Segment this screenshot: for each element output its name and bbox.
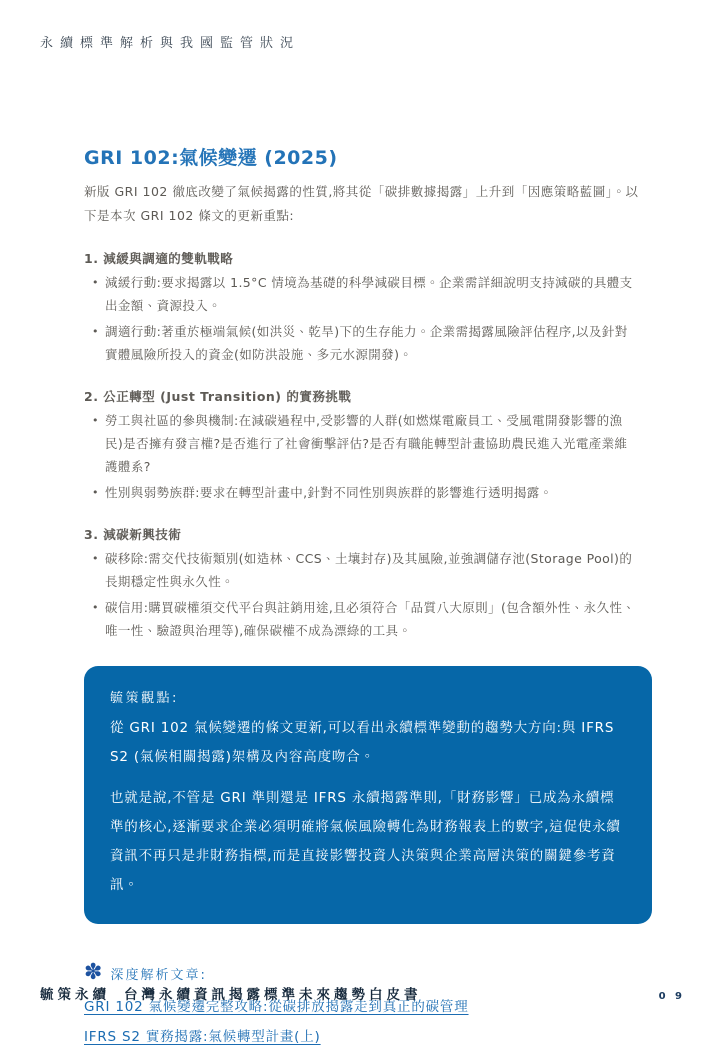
opinion-callout (84, 666, 652, 924)
article-intro: 新版 GRI 102 徹底改變了氣候揭露的性質,將其從「碳排數據揭露」上升到「因應策略藍圖」。以下是本次 GRI 102 條文的更新重點: (84, 184, 639, 223)
section-heading: 1. 減緩與調適的雙軌戰略 (84, 251, 234, 266)
page-header: 永續標準解析與我國監管狀況 (40, 36, 301, 51)
bullet-item: • 調適行動:著重於極端氣候(如洪災、乾旱)下的生存能力。企業需揭露風險評估程序,以及針對實體風險所投入的資金(如防洪設施、多元水源開發)。 (84, 320, 640, 366)
footer-title (40, 983, 422, 1003)
callout-label: 毓策觀點: (110, 691, 179, 706)
article-title: GRI 102:氣候變遷 (2025) (84, 147, 338, 169)
bullet-item: • 勞工與社區的參與機制:在減碳過程中,受影響的人群(如燃煤電廠員工、受風電開發影響的漁民)是否擁有發言權?是否進行了社會衝擊評估?是否有職能轉型計畫協助農民進入光電產業維護體系? (84, 409, 640, 478)
bullet-item: • 減緩行動:要求揭露以 1.5°C 情境為基礎的科學減碳目標。企業需詳細說明支持減碳的具體支出金額、資源投入。 (84, 271, 640, 317)
section-heading: 2. 公正轉型 (Just Transition) 的實務挑戰 (84, 389, 352, 404)
page-number: 0 9 (658, 991, 685, 1002)
page-footer (40, 983, 685, 1003)
bullet-list (84, 271, 654, 366)
related-label: 深度解析文章: (110, 967, 207, 983)
footer-document-title: 台灣永續資訊揭露標準未來趨勢白皮書 (124, 987, 422, 1003)
article (84, 143, 654, 1052)
bullet-item: • 碳信用:購買碳權須交代平台與註銷用途,且必須符合「品質八大原則」(包含額外性、永久性、唯一性、驗證與治理等),確保碳權不成為漂綠的工具。 (84, 596, 640, 642)
related-articles (84, 962, 654, 1052)
callout-paragraph: 也就是說,不管是 GRI 準則還是 IFRS 永續揭露準則,「財務影響」已成為永續標準的核心,逐漸要求企業必須明確將氣候風險轉化為財務報表上的數字,這促使永續資訊不再只是非財務指標,而是直接影響投資人決策與企業高層決策的關鍵參考資訊。 (110, 790, 621, 893)
footer-brand: 毓策永續 (40, 987, 110, 1003)
section-new-tech (84, 525, 654, 642)
section-just-transition (84, 387, 654, 504)
section-dual-track (84, 249, 654, 366)
bullet-item: • 碳移除:需交代技術類別(如造林、CCS、土壤封存)及其風險,並強調儲存池(Storage Pool)的長期穩定性與永久性。 (84, 547, 640, 593)
bullet-list (84, 409, 654, 504)
related-link-ifrs-s2[interactable]: IFRS S2 實務揭露:氣候轉型計畫(上) (84, 1029, 321, 1045)
callout-paragraph: 從 GRI 102 氣候變遷的條文更新,可以看出永續標準變動的趨勢大方向:與 IFRS S2 (氣候相關揭露)架構及內容高度吻合。 (110, 720, 615, 765)
section-heading: 3. 減碳新興技術 (84, 527, 182, 542)
related-link-gri102[interactable]: GRI 102 氣候變遷完整攻略:從碳排放揭露走到真正的碳管理 (84, 999, 469, 1015)
flower-asterisk-icon: ✽ (84, 960, 103, 985)
bullet-list (84, 547, 654, 642)
bullet-item: • 性別與弱勢族群:要求在轉型計畫中,針對不同性別與族群的影響進行透明揭露。 (84, 481, 640, 504)
related-header (84, 962, 654, 984)
